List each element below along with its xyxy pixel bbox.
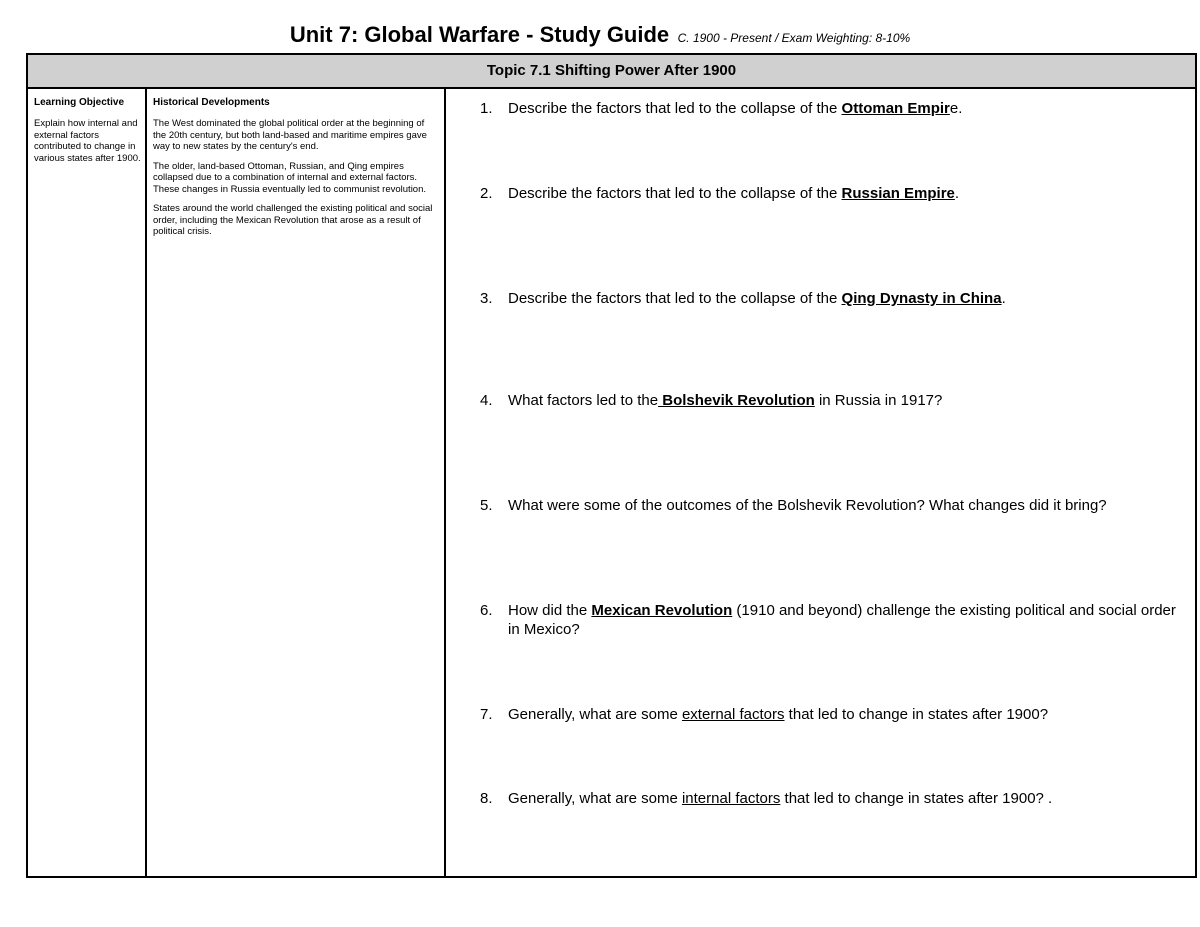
question-number: 8. [480,790,493,807]
question-text [508,184,1180,203]
question-pre-text: Describe the factors that led to the collapse of the [508,185,842,202]
question-post-text: e. [949,100,963,117]
document-title [0,22,1200,48]
question-post-text: that led to change in states after 1900? . [780,790,1053,807]
question-keyword: Mexican Revolution [591,602,733,619]
question-pre-text: What were some of the outcomes of the Bolshevik Revolution? What changes did it bring? [508,497,1107,514]
question-text [508,496,1180,515]
question-text [508,705,1180,724]
learning-objective-text: Explain how internal and external factors contributed to change in various states after 1900. [34,118,141,164]
historical-development-paragraph: The older, land-based Ottoman, Russian, and Qing empires collapsed due to a combination of internal and external factors. These changes in Russia eventually led to communist revolution. [153,160,427,195]
question-item [480,496,1180,515]
question-keyword: internal factors [681,790,781,807]
question-text [508,601,1180,639]
learning-objective-column [28,89,147,876]
historical-developments-column [147,89,446,876]
question-item [480,391,1180,410]
question-post-text: . [954,185,960,202]
question-number: 7. [480,706,493,723]
question-text [508,99,1180,118]
historical-developments-heading: Historical Developments [153,97,270,108]
question-item [480,184,1180,203]
historical-development-paragraph: States around the world challenged the existing political and social order, including the Mexican Revolution that arose as a result of political crisis. [153,203,433,237]
question-item [480,705,1180,724]
question-text [508,391,1180,410]
questions-column [446,89,1195,876]
question-number: 5. [480,497,493,514]
question-pre-text: Generally, what are some [508,706,682,723]
question-text [508,289,1180,308]
question-pre-text: Describe the factors that led to the collapse of the [508,290,842,307]
question-item [480,789,1180,808]
question-number: 6. [480,602,493,619]
question-keyword: Qing Dynasty in China [841,290,1002,307]
question-item [480,99,1180,118]
question-pre-text: Describe the factors that led to the collapse of the [508,100,842,117]
question-number: 2. [480,185,493,202]
question-keyword: Bolshevik Revolution [658,392,815,409]
question-number: 1. [480,100,493,117]
page-subtitle: C. 1900 - Present / Exam Weighting: 8-10% [677,31,911,45]
question-pre-text: What factors led to the [508,392,659,409]
question-number: 4. [480,392,493,409]
learning-objective-heading: Learning Objective [34,97,125,108]
question-post-text: (1910 and beyond) challenge the existing political and social order in Mexico? [508,602,1176,638]
question-post-text: that led to change in states after 1900? [784,706,1049,723]
topic-header: Topic 7.1 Shifting Power After 1900 [28,55,1195,89]
question-keyword: external factors [681,706,785,723]
question-number: 3. [480,290,493,307]
question-item [480,601,1180,639]
question-post-text: in Russia in 1917? [814,392,943,409]
historical-development-paragraph: The West dominated the global political order at the beginning of the 20th century, but both land-based and maritime empires gave way to new states by the century's end. [153,118,427,152]
question-text [508,789,1180,808]
question-keyword: Russian Empire [841,185,955,202]
question-pre-text: Generally, what are some [508,790,682,807]
page-title: Unit 7: Global Warfare - Study Guide [289,22,670,47]
question-item [480,289,1180,308]
question-pre-text: How did the [508,602,592,619]
question-post-text: . [1001,290,1006,307]
question-keyword: Ottoman Empir [841,100,950,117]
study-guide-table [26,53,1197,878]
